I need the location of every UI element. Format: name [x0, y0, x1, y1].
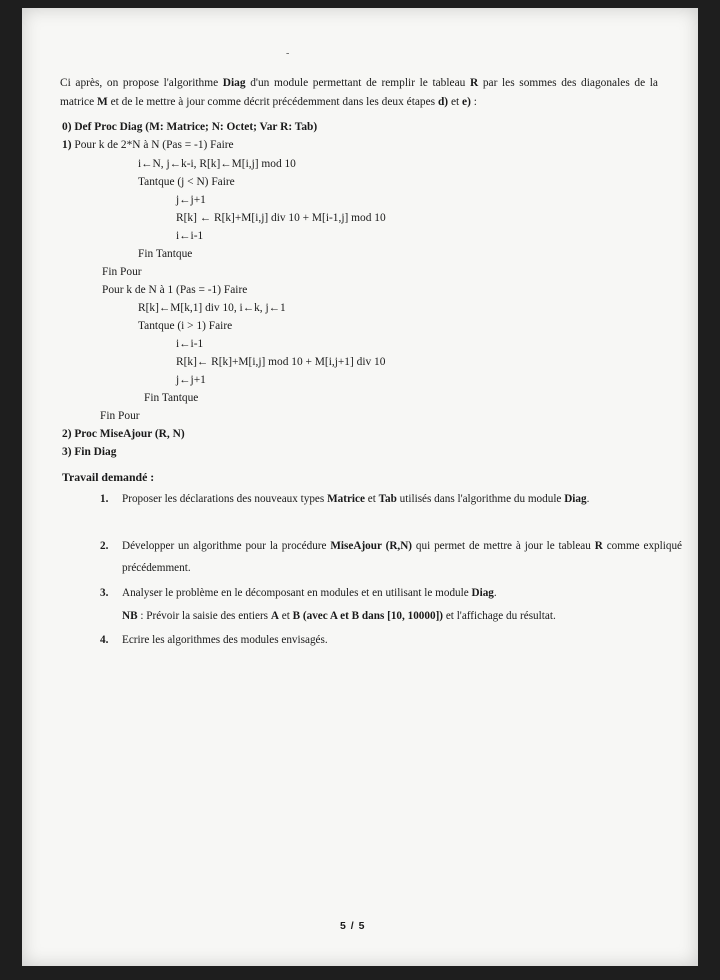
section-heading: Travail demandé :	[62, 470, 155, 484]
algo-line: j←j+1	[176, 194, 206, 206]
page-mark: -	[286, 48, 290, 59]
algo-line: R[k]←M[k,1] div 10, i←k, j←1	[138, 302, 286, 314]
task-text: et l'affichage du résultat.	[443, 610, 556, 622]
algo-line: Tantque (j < N) Faire	[138, 176, 235, 188]
task-bold: MiseAjour (R,N)	[330, 540, 413, 552]
task-text: .	[586, 493, 590, 505]
task-text: qui permet de mettre à jour le tableau	[412, 540, 595, 552]
task-bold: Diag	[471, 587, 494, 599]
algo-line: i←i-1	[176, 230, 204, 242]
task-text: et	[364, 493, 379, 505]
algo-line: 3) Fin Diag	[62, 446, 117, 458]
algo-line: Tantque (i > 1) Faire	[138, 320, 233, 332]
task-bold: B	[292, 610, 301, 622]
algo-line: j←j+1	[176, 374, 206, 386]
task-bold: Tab	[378, 493, 397, 505]
algo-line-text: Pour k de 2*N à N (Pas = -1) Faire	[74, 139, 234, 151]
task-bold: (avec A et B dans [10, 10000])	[300, 610, 444, 622]
algo-line: Fin Pour	[102, 266, 142, 278]
page-number: 5 / 5	[340, 920, 366, 932]
algo-line: i←N, j←k-i, R[k]←M[i,j] mod 10	[138, 158, 296, 170]
algo-line: i←i-1	[176, 338, 204, 350]
task-bold: Diag	[564, 493, 587, 505]
task-text: : Prévoir la saisie des entiers	[137, 610, 271, 622]
task-bold: R	[594, 540, 603, 552]
task-number: 1.	[100, 493, 109, 505]
algo-line: Fin Pour	[100, 410, 140, 422]
algo-line: 0) Def Proc Diag (M: Matrice; N: Octet; Var R: Tab)	[62, 121, 318, 133]
intro-text: Ci après, on propose l'algorithme	[60, 77, 223, 89]
task-item-3	[100, 582, 682, 604]
intro-text: :	[470, 96, 477, 108]
task-number: 2.	[100, 540, 109, 552]
task-item-1	[100, 488, 682, 510]
intro-diag: Diag	[222, 77, 246, 89]
intro-paragraph	[60, 74, 658, 112]
task-text: comme expliqué précédemment.	[122, 540, 683, 574]
intro-step-e: e)	[462, 96, 471, 108]
intro-m: M	[97, 96, 108, 108]
task-text: Proposer les déclarations des nouveaux types	[122, 493, 328, 505]
task-text: Analyser le problème en le décomposant en modules et en utilisant le module	[122, 587, 472, 599]
intro-text: d'un module permettant de remplir le tableau	[245, 77, 470, 89]
intro-text: et de le mettre à jour comme décrit précédemment dans les deux étapes	[107, 96, 438, 108]
task-text: Ecrire les algorithmes des modules envisagés.	[122, 634, 328, 646]
intro-text: et	[448, 96, 463, 108]
task-number: 4.	[100, 634, 109, 646]
algo-line: Fin Tantque	[144, 392, 199, 404]
algo-line: 1) Pour k de 2*N à N (Pas = -1) Faire	[62, 139, 234, 151]
algo-line: Pour k de N à 1 (Pas = -1) Faire	[102, 284, 248, 296]
algo-line: Fin Tantque	[138, 248, 193, 260]
algo-line: R[k]← R[k]+M[i,j] mod 10 + M[i,j+1] div 10	[176, 356, 386, 368]
intro-step-d: d)	[437, 96, 449, 108]
algo-line: 2) Proc MiseAjour (R, N)	[62, 428, 185, 440]
task-text: Développer un algorithme pour la procédure	[122, 540, 331, 552]
algo-line: R[k] ← R[k]+M[i,j] div 10 + M[i-1,j] mod 10	[176, 212, 386, 224]
note-label: NB	[122, 610, 138, 622]
document-page	[22, 8, 698, 966]
task-item-2	[100, 535, 683, 579]
task-text: utilisés dans l'algorithme du module	[396, 493, 565, 505]
intro-r: R	[469, 77, 479, 89]
task-item-4	[100, 629, 682, 651]
task-text: et	[278, 610, 293, 622]
task-number: 3.	[100, 587, 109, 599]
task-bold: A	[270, 610, 279, 622]
task-text: .	[493, 587, 497, 599]
task-bold: Matrice	[327, 493, 365, 505]
task-note	[122, 605, 682, 627]
intro-text: par les sommes des diagonales de la matrice	[60, 77, 658, 108]
